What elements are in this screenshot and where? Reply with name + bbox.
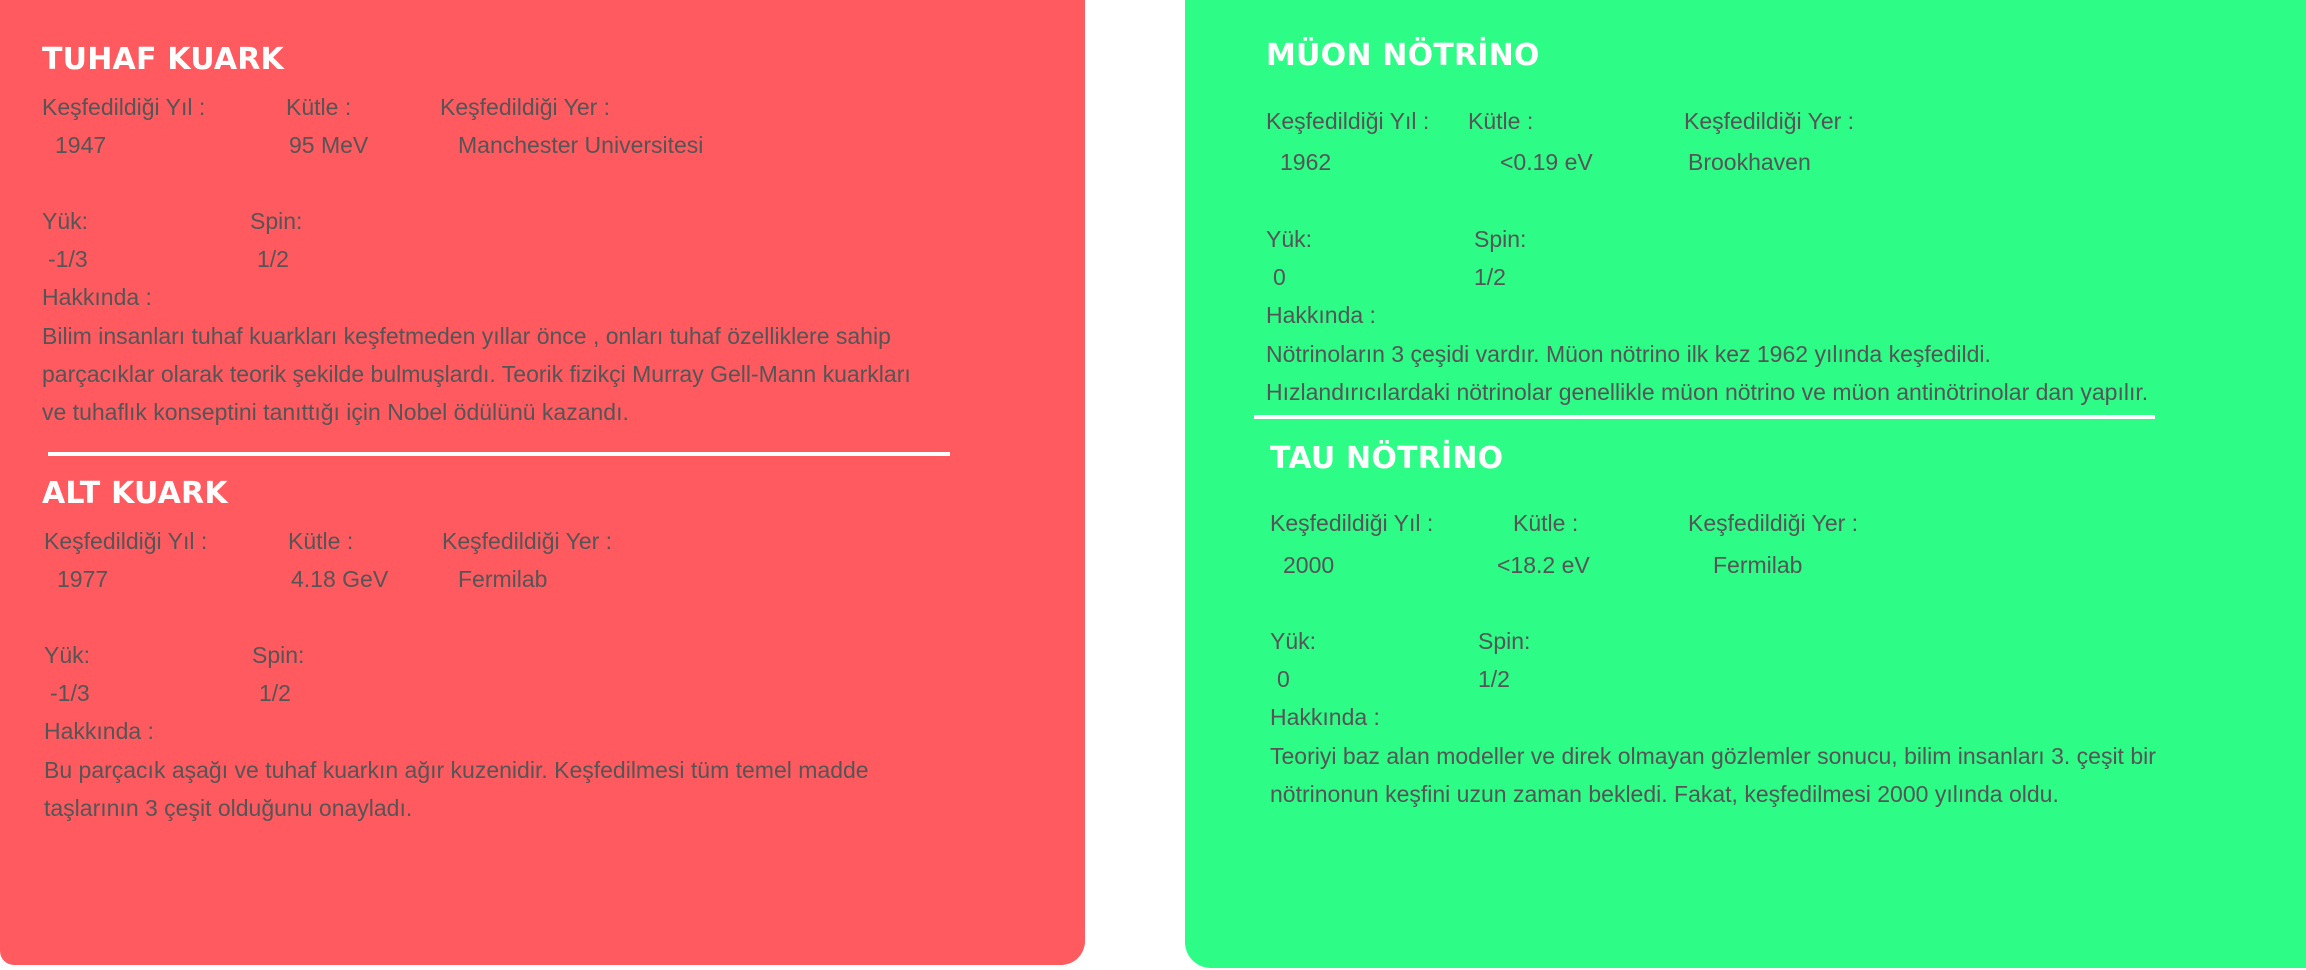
tau-charge-value: 0 [1277,666,1290,692]
tuhaf-place-label: Keşfedildiği Yer : [440,94,611,120]
tuhaf-spin-label: Spin: [250,208,303,234]
tau-mass-label: Kütle : [1513,510,1579,536]
alt-mass-label: Kütle : [288,528,354,554]
tuhaf-charge-label: Yük: [42,208,89,234]
tau-mass-value: <18.2 eV [1497,552,1590,578]
tau-spin-label: Spin: [1478,628,1531,654]
muon-about-line-2: Hızlandırıcılardaki nötrinolar genellikle müon nötrino ve müon antinötrinolar dan yapılır. [1266,379,2149,405]
tau-about-line-2: nötrinonun keşfini uzun zaman bekledi. Fakat, keşfedilmesi 2000 yılında oldu. [1270,781,2059,807]
muon-about-line-1: Nötrinoların 3 çeşidi vardır. Müon nötrino ilk kez 1962 yılında keşfedildi. [1266,341,1991,367]
muon-mass-value: <0.19 eV [1500,149,1593,175]
alt-place-value: Fermilab [458,566,548,592]
muon-spin-value: 1/2 [1474,264,1506,290]
tuhaf-about-text [42,317,911,431]
alt-charge-value: -1/3 [50,680,90,706]
tau-about-line-1: Teoriyi baz alan modeller ve direk olmayan gözlemler sonucu, bilim insanları 3. çeşit bir [1270,743,2156,769]
section-divider-right [1254,415,2155,419]
tuhaf-about-label: Hakkında : [42,284,152,310]
alt-year-label: Keşfedildiği Yıl : [44,528,208,554]
alt-spin-value: 1/2 [259,680,291,706]
section-divider-left [48,452,950,456]
muon-about-text [1266,335,2148,411]
muon-spin-label: Spin: [1474,226,1527,252]
card-quarks [0,0,1085,965]
tuhaf-mass-value: 95 MeV [289,132,369,158]
alt-about-line-2: taşlarının 3 çeşit olduğunu onayladı. [44,795,413,821]
muon-place-value: Brookhaven [1688,149,1811,175]
tuhaf-year-value: 1947 [55,132,107,158]
tau-charge-label: Yük: [1270,628,1317,654]
tuhaf-year-label: Keşfedildiği Yıl : [42,94,206,120]
muon-title: MÜON NÖTRİNO [1266,38,1540,73]
card-neutrinos [1185,0,2306,968]
tuhaf-place-value: Manchester Universitesi [458,132,704,158]
alt-about-label: Hakkında : [44,718,154,744]
tuhaf-about-line-1: Bilim insanları tuhaf kuarkları keşfetmeden yıllar önce , onları tuhaf özelliklere sahip [42,323,891,349]
tuhaf-title: TUHAF KUARK [42,42,285,77]
muon-place-label: Keşfedildiği Yer : [1684,108,1855,134]
alt-about-text [44,751,869,827]
alt-charge-label: Yük: [44,642,91,668]
tau-title: TAU NÖTRİNO [1270,441,1504,476]
alt-title: ALT KUARK [42,476,228,511]
alt-spin-label: Spin: [252,642,305,668]
alt-mass-value: 4.18 GeV [291,566,389,592]
tuhaf-about-line-3: ve tuhaflık konseptini tanıttığı için Nobel ödülünü kazandı. [42,399,629,425]
muon-about-label: Hakkında : [1266,302,1376,328]
alt-place-label: Keşfedildiği Yer : [442,528,613,554]
tau-place-value: Fermilab [1713,552,1803,578]
alt-year-value: 1977 [57,566,109,592]
tuhaf-charge-value: -1/3 [48,246,88,272]
tuhaf-about-line-2: parçacıklar olarak teorik şekilde bulmuşlardı. Teorik fizikçi Murray Gell-Mann kuarkları [42,361,911,387]
tau-spin-value: 1/2 [1478,666,1510,692]
alt-about-line-1: Bu parçacık aşağı ve tuhaf kuarkın ağır kuzenidir. Keşfedilmesi tüm temel madde [44,757,869,783]
muon-year-label: Keşfedildiği Yıl : [1266,108,1430,134]
muon-mass-label: Kütle : [1468,108,1534,134]
tau-place-label: Keşfedildiği Yer : [1688,510,1859,536]
tuhaf-spin-value: 1/2 [257,246,289,272]
tau-about-text [1270,737,2156,813]
tuhaf-mass-label: Kütle : [286,94,352,120]
muon-charge-label: Yük: [1266,226,1313,252]
tau-year-label: Keşfedildiği Yıl : [1270,510,1434,536]
tau-year-value: 2000 [1283,552,1335,578]
muon-charge-value: 0 [1273,264,1286,290]
tau-about-label: Hakkında : [1270,704,1380,730]
muon-year-value: 1962 [1280,149,1332,175]
